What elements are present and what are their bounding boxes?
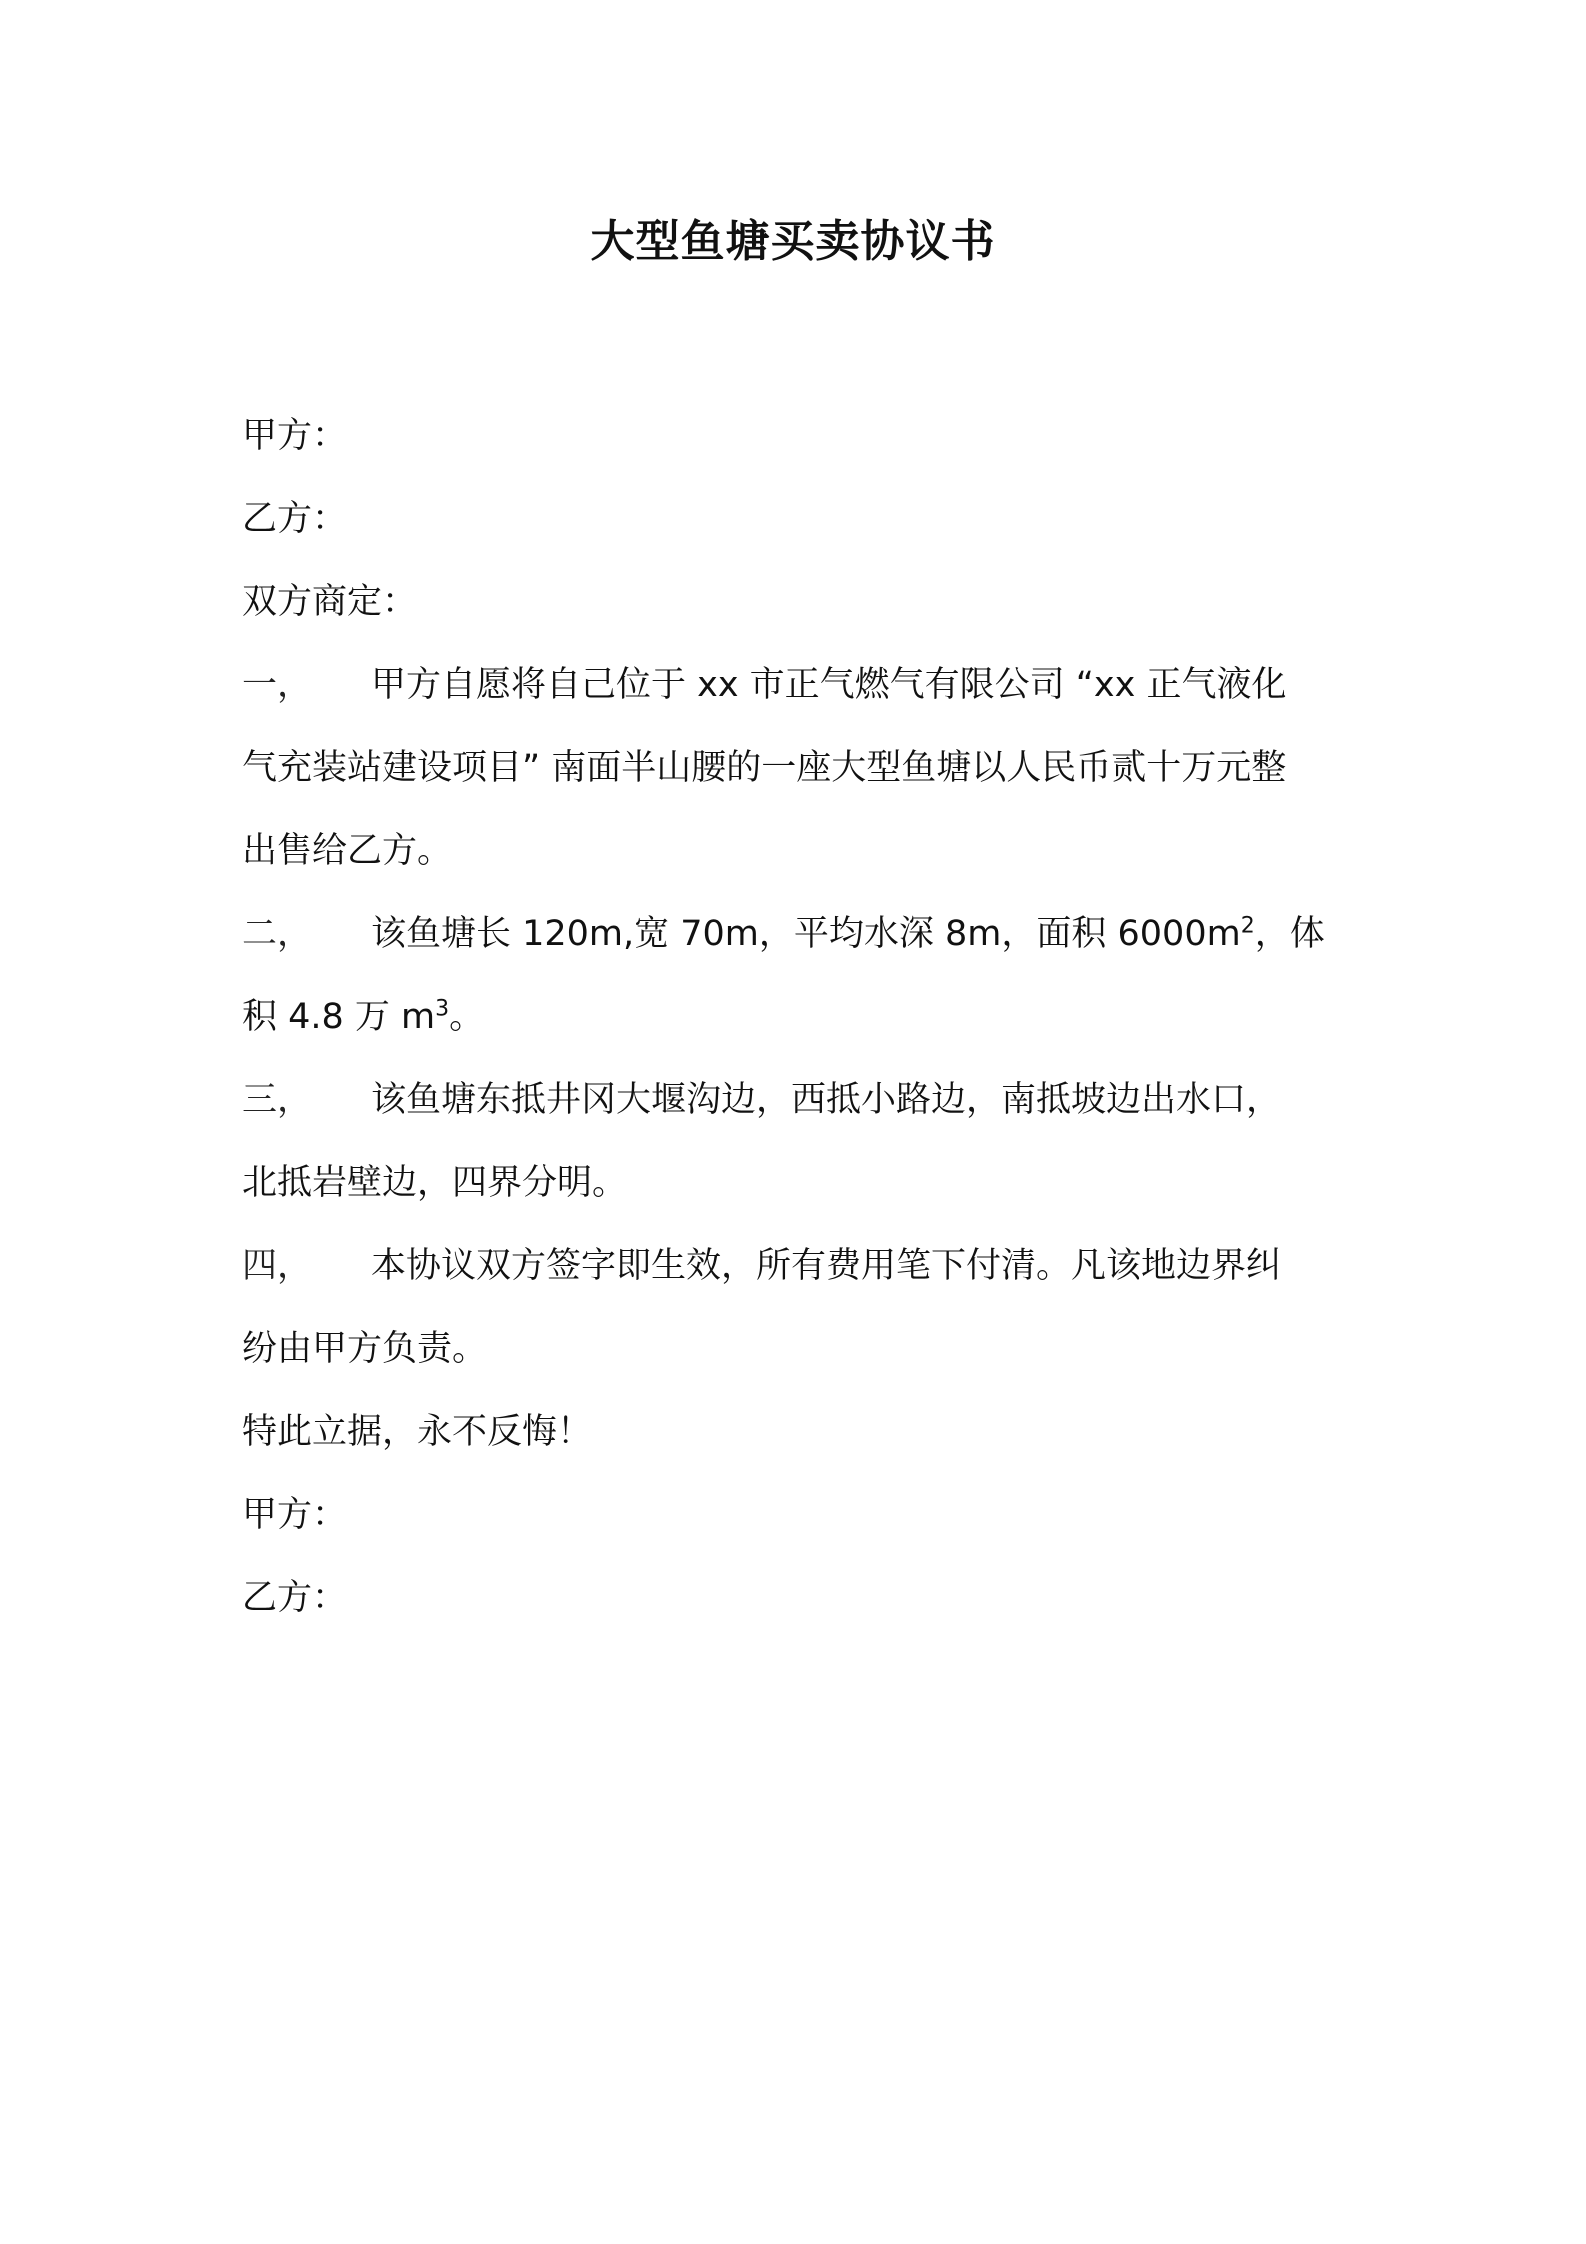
clause-3-line-1 (242, 1059, 1362, 1142)
clause-4-text-1: 本协议双方签字即生效，所有费用笔下付清。凡该地边界纠 (371, 1246, 1282, 1286)
volume-unit-exponent: 3 (435, 996, 450, 1022)
clause-3-number: 三， (242, 1080, 313, 1120)
document-body (242, 395, 1362, 1640)
clause-1-number: 一， (242, 665, 313, 705)
clause-2-line-1 (242, 893, 1362, 976)
document-title: 大型鱼塘买卖协议书 (590, 216, 996, 267)
clause-2-line-2 (242, 976, 1362, 1059)
party-a-label: 甲方： (242, 416, 348, 456)
clause-3-text-1: 该鱼塘东抵井冈大堰沟边，西抵小路边，南抵坡边出水口， (371, 1080, 1282, 1120)
clause-1-line-1 (242, 644, 1362, 727)
clause-2-text-1: 该鱼塘长 120m,宽 70m，平均水深 8m，面积 6000m (371, 914, 1241, 954)
clause-2-text-2: 积 4.8 万 m (242, 997, 436, 1037)
clause-2-text-2-end: 。 (449, 997, 485, 1037)
clause-4-text-2: 纷由甲方负责。 (242, 1329, 488, 1369)
party-b-label: 乙方： (242, 499, 348, 539)
signature-party-b-label: 乙方： (242, 1578, 348, 1618)
clause-4-number: 四， (242, 1246, 313, 1286)
area-unit-exponent: 2 (1240, 913, 1255, 939)
agreed-label: 双方商定： (242, 582, 418, 622)
clause-1-text-1: 甲方自愿将自己位于 xx 市正气燃气有限公司 “xx 正气液化 (371, 665, 1287, 705)
closing-statement: 特此立据，永不反悔！ (242, 1412, 593, 1452)
clause-4-line-1 (242, 1225, 1362, 1308)
clause-1-text-2: 气充装站建设项目” 南面半山腰的一座大型鱼塘以人民币贰十万元整 (242, 748, 1287, 788)
clause-3-text-2: 北抵岩壁边，四界分明。 (242, 1163, 628, 1203)
clause-1-text-3: 出售给乙方。 (242, 831, 453, 871)
signature-party-a-label: 甲方： (242, 1495, 348, 1535)
clause-2-text-1-end: ，体 (1254, 914, 1325, 954)
clause-2-number: 二， (242, 914, 313, 954)
